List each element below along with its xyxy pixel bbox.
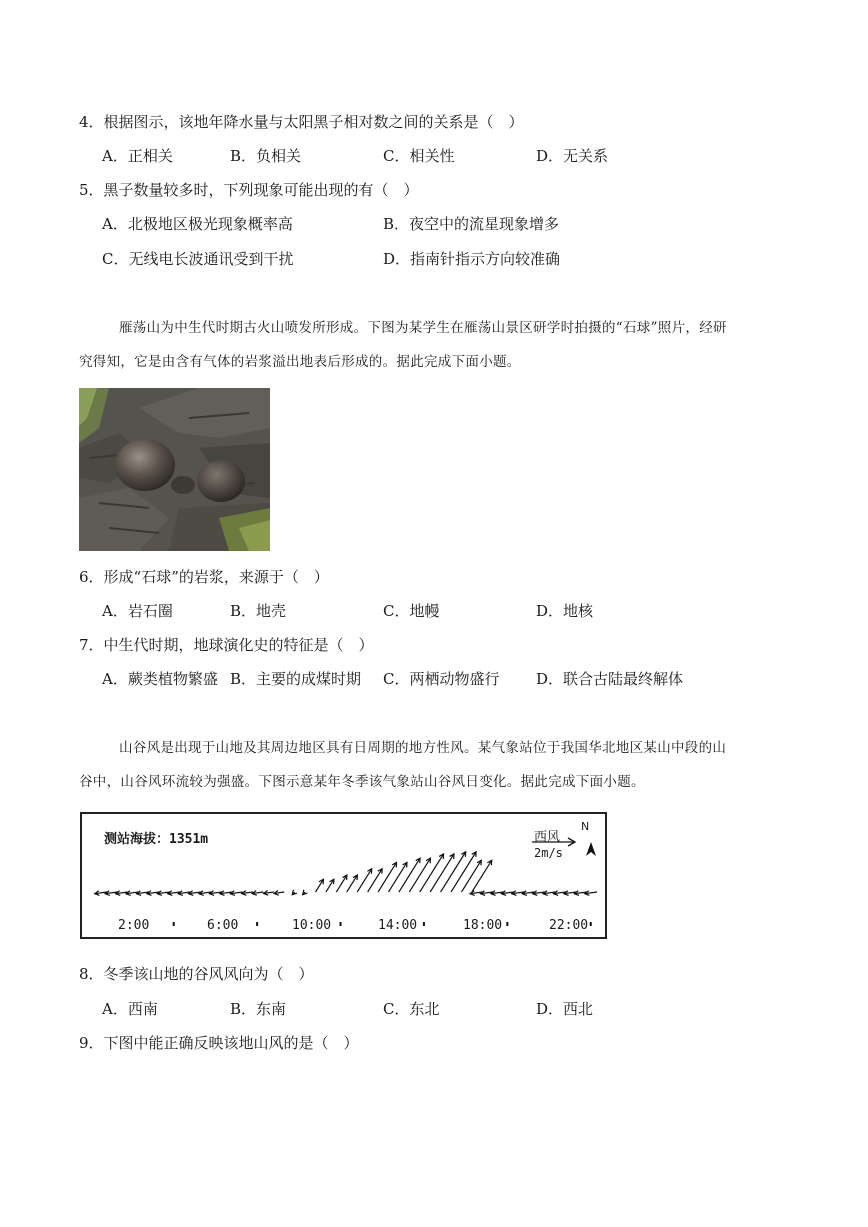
north-label: N <box>581 820 590 833</box>
q8-option-c: C．东北 <box>383 1000 440 1018</box>
wind-arrow <box>472 860 492 892</box>
wind-arrow <box>409 858 430 892</box>
q7-option-b: B．主要的成煤时期 <box>230 670 362 688</box>
tick-label-10: 10:00 <box>292 918 332 933</box>
passage2-line1: 山谷风是出现于山地及其周边地区具有日周期的地方性风。某气象站位于我国华北地区某山中段的山 <box>119 740 727 756</box>
wind-arrow <box>451 852 476 892</box>
q5-option-a: A．北极地区极光现象概率高 <box>102 215 293 233</box>
q6-option-b: B．地壳 <box>230 602 287 620</box>
wind-arrow <box>242 891 253 896</box>
q6-option-d: D．地核 <box>536 602 594 620</box>
q4-option-b: B．负相关 <box>230 147 302 165</box>
q8-option-b: B．东南 <box>230 1000 287 1018</box>
passage1-line2: 究得知，它是由含有气体的岩浆溢出地表后形成的。据此完成下面小题。 <box>79 354 521 370</box>
q7-stem: 7．中生代时期，地球演化史的特征是（ ） <box>79 636 374 654</box>
tick-label-14: 14:00 <box>378 918 418 933</box>
q6-option-c: C．地幔 <box>383 602 440 620</box>
q7-option-d: D．联合古陆最终解体 <box>536 670 684 688</box>
wind-arrow <box>230 891 242 896</box>
wind-arrow <box>420 854 444 892</box>
wind-arrow <box>326 879 334 892</box>
wind-arrow <box>252 891 263 896</box>
q6-option-a: A．岩石圈 <box>102 602 173 620</box>
tick-label-6: 6:00 <box>207 918 239 933</box>
q4-stem: 4．根据图示，该地年降水量与太阳黑子相对数之间的关系是（ ） <box>79 113 524 131</box>
q7-option-a: A．蕨类植物繁盛 <box>102 670 218 688</box>
wind-arrow <box>303 890 308 895</box>
passage1-line1: 雁荡山为中生代时期古火山喷发所形成。下图为某学生在雁荡山景区研学时拍摄的“石球”照片，经研 <box>119 320 727 336</box>
wind-arrow <box>461 860 481 892</box>
valley-wind-chart <box>80 812 607 939</box>
wind-arrow <box>292 890 297 895</box>
wind-arrow <box>316 879 324 892</box>
legend-wind-label: 西风 <box>534 830 561 845</box>
q4-option-d: D．无关系 <box>536 147 609 165</box>
q8-stem: 8．冬季该山地的谷风风向为（ ） <box>79 965 314 983</box>
q5-option-d: D．指南针指示方向较准确 <box>383 250 561 268</box>
station-altitude-label: 测站海拔：1351m <box>104 832 209 847</box>
tick-label-2: 2:00 <box>118 918 150 933</box>
q5-option-c: C．无线电长波通讯受到干扰 <box>102 250 294 268</box>
wind-arrow <box>264 890 274 895</box>
q5-option-b: B．夜空中的流星现象增多 <box>383 215 560 233</box>
wind-arrow <box>388 862 406 892</box>
legend-speed-label: 2m/s <box>534 846 563 860</box>
q5-stem: 5．黑子数量较多时，下列现象可能出现的有（ ） <box>79 181 419 199</box>
wind-arrow-series <box>95 852 597 896</box>
wind-arrow <box>430 854 454 892</box>
q7-option-c: C．两栖动物盛行 <box>383 670 500 688</box>
tick-label-18: 18:00 <box>463 918 503 933</box>
stone-ball-photo <box>79 388 270 551</box>
wind-arrow <box>585 891 597 896</box>
wind-arrow <box>274 890 284 895</box>
q4-option-a: A．正相关 <box>102 147 173 165</box>
q4-option-c: C．相关性 <box>383 147 455 165</box>
wind-arrow <box>378 862 396 892</box>
q9-stem: 9．下图中能正确反映该地山风的是（ ） <box>79 1034 359 1052</box>
q8-option-a: A．西南 <box>102 1000 158 1018</box>
q6-stem: 6．形成“石球”的岩浆，来源于（ ） <box>79 568 329 586</box>
tick-label-22: 22:00 <box>549 918 589 933</box>
wind-arrow <box>347 875 358 892</box>
north-arrow-icon <box>586 842 596 856</box>
wind-arrow <box>399 858 420 892</box>
q8-option-d: D．西北 <box>536 1000 594 1018</box>
legend-arrow-icon <box>532 838 575 846</box>
passage2-line2: 谷中，山谷风环流较为强盛。下图示意某年冬季该气象站山谷风日变化。据此完成下面小题。 <box>79 774 645 790</box>
wind-arrow <box>336 875 347 892</box>
